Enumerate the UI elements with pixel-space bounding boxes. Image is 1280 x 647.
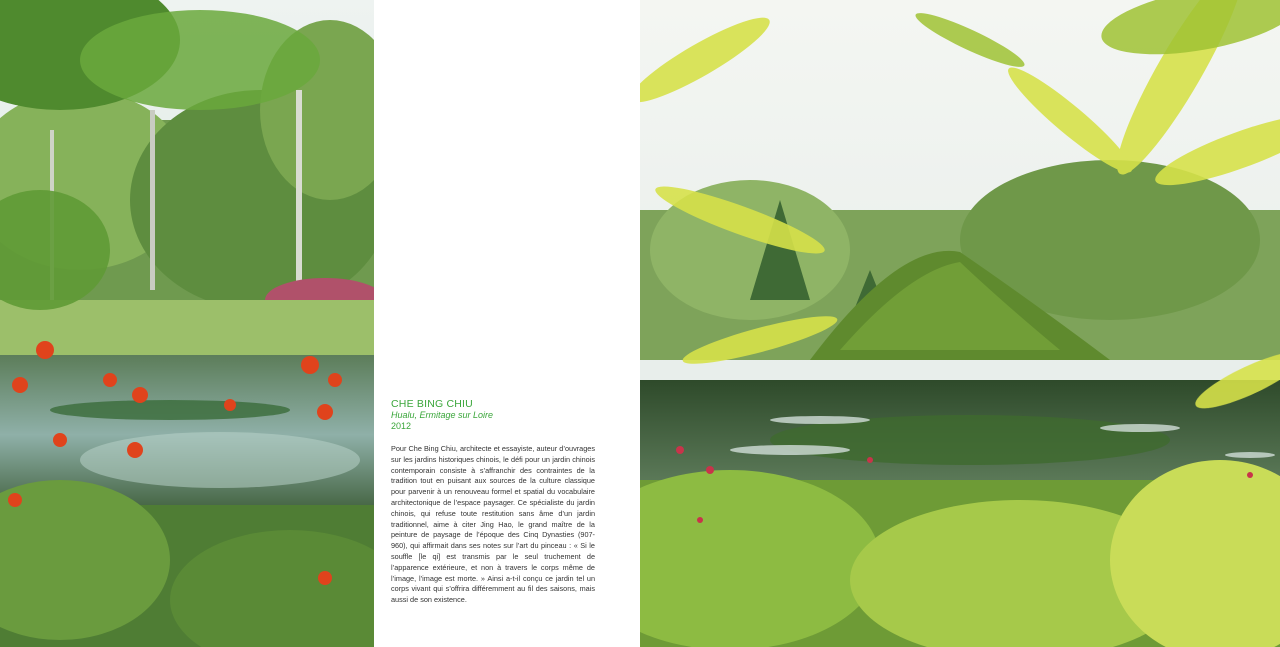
article-year: 2012 (391, 421, 412, 431)
article-title: CHE BING CHIU (391, 398, 473, 410)
mound-illustration (640, 0, 1280, 647)
garden-mound-photo-right (640, 0, 1280, 647)
garden-pond-photo-left (0, 0, 374, 647)
article-subtitle: Hualu, Ermitage sur Loire (391, 410, 494, 420)
pond-illustration (0, 0, 374, 647)
text-page (374, 0, 640, 647)
article-block (391, 398, 595, 606)
article-body: Pour Che Bing Chiu, architecte et essayiste, auteur d’ouvrages sur les jardins historiques chinois, le défi pour un jardin chinois contemporain consiste à s’affranchir des contraintes de la tradition tout en puisant aux sources de la culture classique pour parvenir à un renouveau formel et spatial du vocabulaire architectonique de l’espace paysager. Ce spécialiste du jardin chinois, qui refuse toute restitution sans âme d’un jardin traditionnel, aime à citer Jing Hao, le grand maître de la peinture de paysage de l’époque des Cinq Dynasties (907-960), qui affirmait dans ses notes sur l’art du pinceau : « Si le souffle [le qi] est transmis par le seul truchement de l’apparence extérieure, et non à travers le corps même de l’image, l’image est morte. » Ainsi a-t-il conçu ce jardin tel un corps vivant qui s’offrira différemment au fil des saisons, mais aussi de son existence. (391, 444, 595, 605)
